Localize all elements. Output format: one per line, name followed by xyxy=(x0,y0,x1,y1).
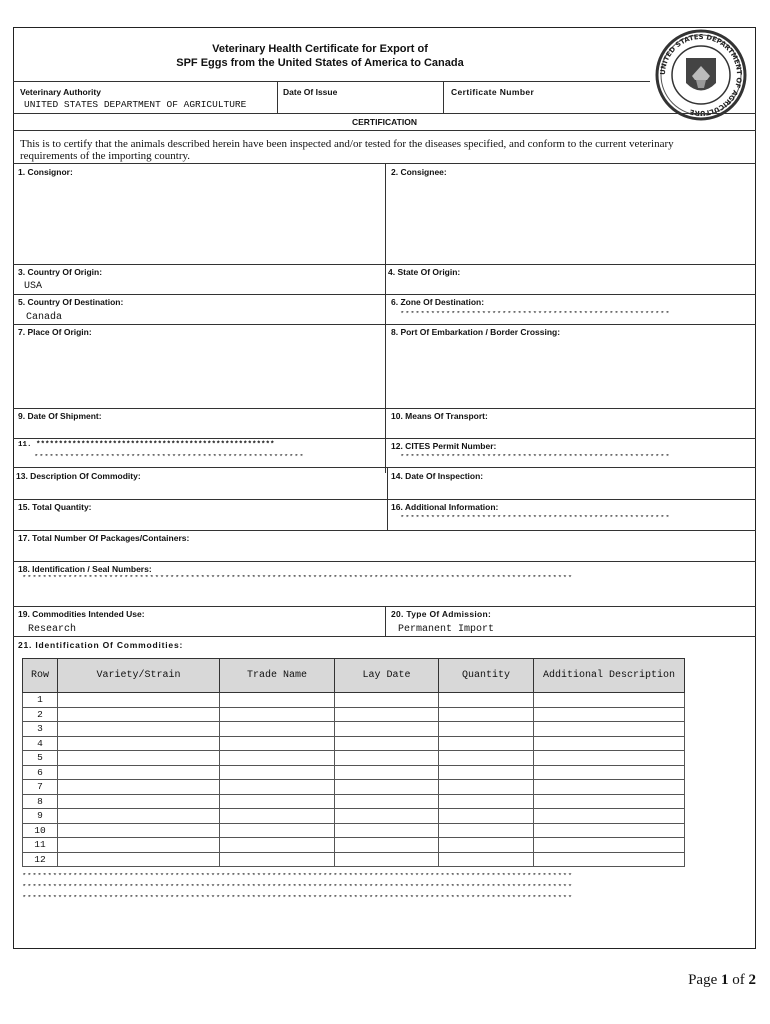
field-8-port-of-embarkation[interactable]: 8. Port Of Embarkation / Border Crossing: xyxy=(391,327,561,337)
form-title-line1: Veterinary Health Certificate for Export of xyxy=(212,43,428,55)
table-cell[interactable] xyxy=(534,736,685,751)
table-row xyxy=(23,751,685,766)
table-cell[interactable] xyxy=(335,722,439,737)
field-6-zone-of-destination: 6. Zone Of Destination: xyxy=(391,297,485,307)
table-cell[interactable] xyxy=(439,780,534,795)
footer-stars-line-2: ************************************************************************************************************ xyxy=(22,884,573,892)
column-header-variety: Variety/Strain xyxy=(58,659,220,693)
table-cell[interactable] xyxy=(335,765,439,780)
form-title-line2: SPF Eggs from the United States of America to Canada xyxy=(176,57,464,69)
table-row xyxy=(23,765,685,780)
page-prefix: Page xyxy=(688,972,721,988)
table-cell[interactable] xyxy=(439,707,534,722)
table-cell[interactable] xyxy=(58,736,220,751)
row-number: 9 xyxy=(23,809,58,824)
usda-seal xyxy=(652,28,750,122)
table-cell[interactable] xyxy=(220,794,335,809)
commodities-table xyxy=(22,658,685,867)
certification-text-line1: This is to certify that the animals described herein have been inspected and/or tested for the diseases specified, and conform to the current veterinary xyxy=(20,138,674,150)
table-cell[interactable] xyxy=(58,780,220,795)
field-21-identification-of-commodities: 21. Identification Of Commodities: xyxy=(18,640,184,650)
field-5-value[interactable]: Canada xyxy=(26,312,63,323)
table-cell[interactable] xyxy=(58,838,220,853)
table-cell[interactable] xyxy=(335,751,439,766)
table-cell[interactable] xyxy=(335,780,439,795)
table-cell[interactable] xyxy=(534,693,685,708)
field-5-country-of-destination: 5. Country Of Destination: xyxy=(18,297,124,307)
table-cell[interactable] xyxy=(335,736,439,751)
table-cell[interactable] xyxy=(58,722,220,737)
date-of-issue-label: Date Of Issue xyxy=(283,87,338,97)
veterinary-authority-value[interactable]: UNITED STATES DEPARTMENT OF AGRICULTURE xyxy=(24,99,247,110)
table-row xyxy=(23,693,685,708)
table-row xyxy=(23,838,685,853)
table-cell[interactable] xyxy=(534,794,685,809)
table-cell[interactable] xyxy=(220,693,335,708)
table-row xyxy=(23,809,685,824)
table-cell[interactable] xyxy=(335,852,439,867)
page-number xyxy=(688,972,756,989)
row-number: 1 xyxy=(23,693,58,708)
field-6-value: ***************************************************** xyxy=(400,311,671,319)
table-cell[interactable] xyxy=(439,823,534,838)
field-10-means-of-transport[interactable]: 10. Means Of Transport: xyxy=(391,411,488,421)
table-cell[interactable] xyxy=(439,809,534,824)
table-row xyxy=(23,823,685,838)
row-number: 6 xyxy=(23,765,58,780)
table-cell[interactable] xyxy=(58,823,220,838)
footer-stars-line-3: ************************************************************************************************************ xyxy=(22,895,573,903)
field-1-consignor[interactable]: 1. Consignor: xyxy=(18,167,73,177)
field-9-date-of-shipment[interactable]: 9. Date Of Shipment: xyxy=(18,411,102,421)
field-19-intended-use: 19. Commodities Intended Use: xyxy=(18,609,145,619)
certificate-number-label: Certificate Number xyxy=(451,87,535,97)
field-18-value: ************************************************************************************************************ xyxy=(22,575,573,583)
column-header-row: Row xyxy=(23,659,58,693)
field-12-cites-permit-number: 12. CITES Permit Number: xyxy=(391,441,497,451)
column-header-lay-date: Lay Date xyxy=(335,659,439,693)
row-number: 10 xyxy=(23,823,58,838)
table-cell[interactable] xyxy=(534,838,685,853)
field-4-state-of-origin[interactable]: 4. State Of Origin: xyxy=(388,267,461,277)
row-number: 5 xyxy=(23,751,58,766)
table-cell[interactable] xyxy=(439,765,534,780)
table-cell[interactable] xyxy=(58,693,220,708)
table-cell[interactable] xyxy=(58,852,220,867)
field-12-value: ***************************************************** xyxy=(400,454,671,462)
column-header-trade-name: Trade Name xyxy=(220,659,335,693)
table-cell[interactable] xyxy=(439,838,534,853)
page-of: of xyxy=(728,972,749,988)
field-20-type-of-admission: 20. Type Of Admission: xyxy=(391,609,492,619)
field-3-value[interactable]: USA xyxy=(24,281,43,292)
table-cell[interactable] xyxy=(220,722,335,737)
table-cell[interactable] xyxy=(439,794,534,809)
table-row xyxy=(23,736,685,751)
table-header-row xyxy=(23,659,685,693)
table-cell[interactable] xyxy=(58,794,220,809)
row-number: 7 xyxy=(23,780,58,795)
table-cell[interactable] xyxy=(335,794,439,809)
field-19-value[interactable]: Research xyxy=(28,624,77,635)
table-cell[interactable] xyxy=(58,809,220,824)
row-number: 4 xyxy=(23,736,58,751)
field-13-description-of-commodity[interactable]: 13. Description Of Commodity: xyxy=(16,471,141,481)
page-total: 2 xyxy=(748,972,756,988)
table-row xyxy=(23,794,685,809)
field-16-value: ***************************************************** xyxy=(400,515,671,523)
table-cell[interactable] xyxy=(534,809,685,824)
row-number: 2 xyxy=(23,707,58,722)
table-cell[interactable] xyxy=(534,751,685,766)
table-cell[interactable] xyxy=(220,765,335,780)
row-number: 3 xyxy=(23,722,58,737)
table-cell[interactable] xyxy=(534,722,685,737)
field-16-additional-information: 16. Additional Information: xyxy=(391,502,499,512)
table-cell[interactable] xyxy=(220,751,335,766)
table-row xyxy=(23,780,685,795)
table-cell[interactable] xyxy=(439,852,534,867)
table-cell[interactable] xyxy=(220,852,335,867)
table-cell[interactable] xyxy=(220,707,335,722)
table-row xyxy=(23,722,685,737)
table-cell[interactable] xyxy=(220,809,335,824)
page-current: 1 xyxy=(721,972,729,988)
commodities-table-body xyxy=(23,693,685,867)
field-7-place-of-origin[interactable]: 7. Place Of Origin: xyxy=(18,327,92,337)
table-cell[interactable] xyxy=(58,707,220,722)
table-cell[interactable] xyxy=(58,751,220,766)
table-cell[interactable] xyxy=(439,693,534,708)
table-cell[interactable] xyxy=(335,707,439,722)
table-row xyxy=(23,852,685,867)
table-cell[interactable] xyxy=(335,838,439,853)
row-number: 8 xyxy=(23,794,58,809)
table-cell[interactable] xyxy=(534,852,685,867)
certification-text-line2: requirements of the importing country. xyxy=(20,150,191,162)
seal-text: UNITED STATES DEPARTMENT OF AGRICULTURE xyxy=(658,32,744,118)
table-cell[interactable] xyxy=(439,722,534,737)
field-18-seal-numbers: 18. Identification / Seal Numbers: xyxy=(18,564,152,574)
field-11-value: ***************************************************** xyxy=(34,454,305,462)
column-header-quantity: Quantity xyxy=(439,659,534,693)
footer-stars-line-1: ************************************************************************************************************ xyxy=(22,873,573,881)
field-20-value[interactable]: Permanent Import xyxy=(398,624,495,635)
table-cell[interactable] xyxy=(58,765,220,780)
table-cell[interactable] xyxy=(220,780,335,795)
table-cell[interactable] xyxy=(534,823,685,838)
field-15-total-quantity[interactable]: 15. Total Quantity: xyxy=(18,502,92,512)
veterinary-authority-label: Veterinary Authority xyxy=(20,87,101,97)
field-14-date-of-inspection[interactable]: 14. Date Of Inspection: xyxy=(391,471,484,481)
field-17-total-packages[interactable]: 17. Total Number Of Packages/Containers: xyxy=(18,533,190,543)
field-2-consignee[interactable]: 2. Consignee: xyxy=(391,167,447,177)
table-row xyxy=(23,707,685,722)
table-cell[interactable] xyxy=(335,809,439,824)
table-cell[interactable] xyxy=(439,751,534,766)
field-3-country-of-origin: 3. Country Of Origin: xyxy=(18,267,103,277)
table-cell[interactable] xyxy=(534,707,685,722)
table-cell[interactable] xyxy=(335,693,439,708)
table-cell[interactable] xyxy=(534,765,685,780)
table-cell[interactable] xyxy=(220,736,335,751)
column-header-additional-description: Additional Description xyxy=(534,659,685,693)
field-11-label: 11. ***************************************************** xyxy=(18,441,275,449)
table-cell[interactable] xyxy=(335,823,439,838)
table-cell[interactable] xyxy=(220,823,335,838)
row-number: 11 xyxy=(23,838,58,853)
table-cell[interactable] xyxy=(534,780,685,795)
table-cell[interactable] xyxy=(220,838,335,853)
certification-heading: CERTIFICATION xyxy=(351,117,417,127)
table-cell[interactable] xyxy=(439,736,534,751)
row-number: 12 xyxy=(23,852,58,867)
